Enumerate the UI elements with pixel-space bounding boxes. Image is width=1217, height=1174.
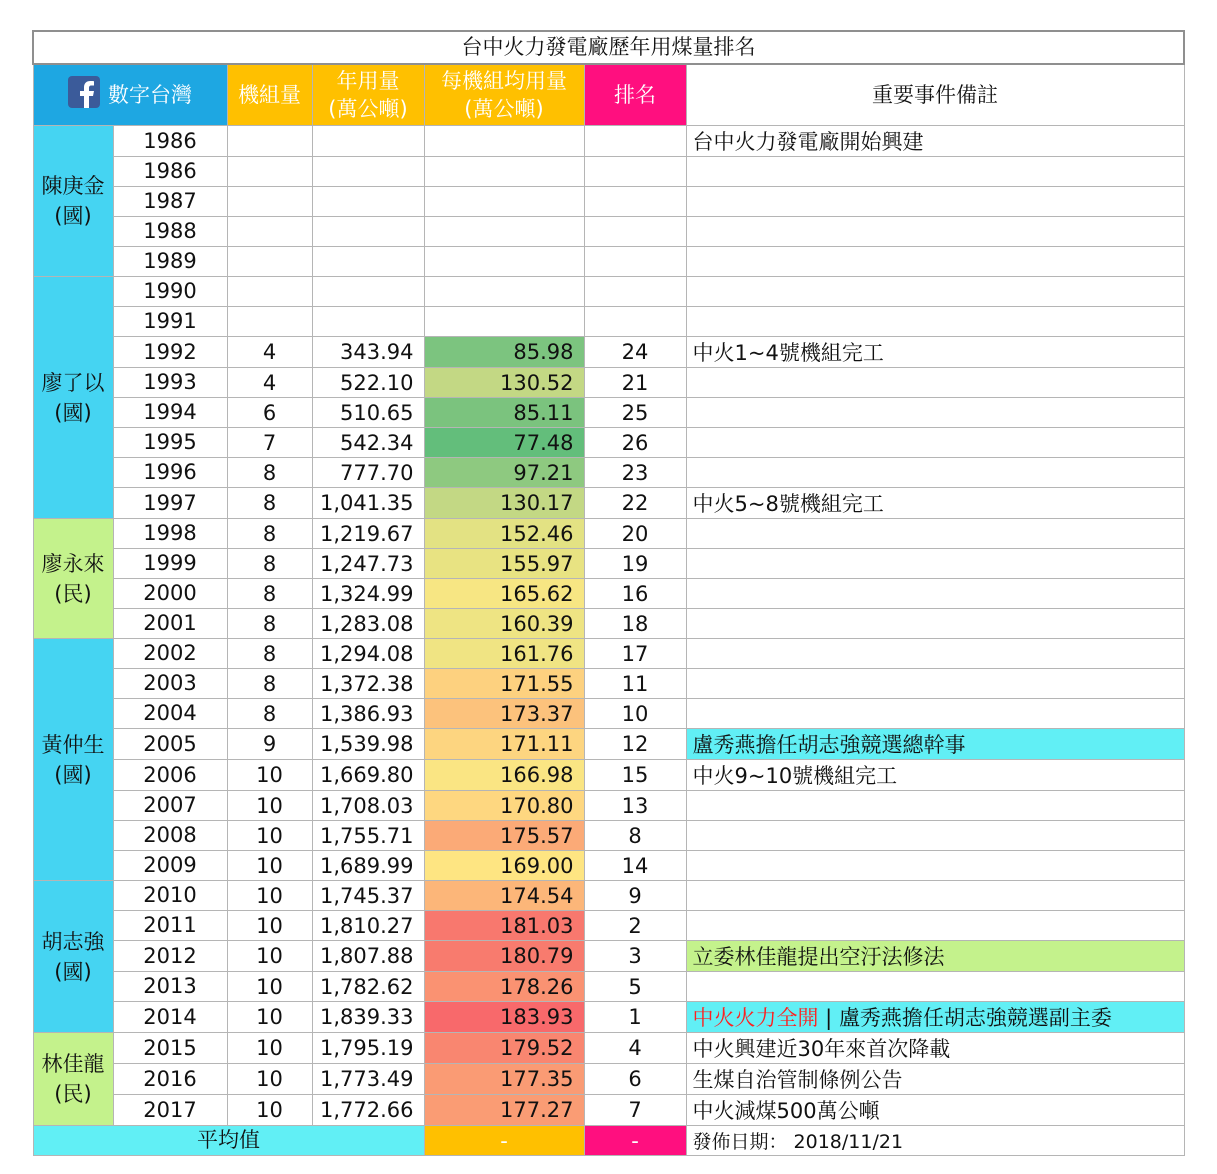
units-cell: [227, 217, 312, 247]
event-note-cell: [686, 791, 1184, 821]
units-cell: 8: [227, 609, 312, 639]
rank-cell: 13: [584, 791, 686, 821]
year-cell: 2011: [113, 911, 227, 941]
year-cell: 2006: [113, 760, 227, 791]
event-note-cell: 台中火力發電廠開始興建: [686, 126, 1184, 157]
year-cell: 2017: [113, 1095, 227, 1126]
per-unit-usage-cell: [424, 247, 584, 277]
rank-cell: 9: [584, 881, 686, 911]
table-row: [33, 458, 1184, 488]
per-unit-usage-cell: 178.26: [424, 972, 584, 1002]
table-row: [33, 187, 1184, 217]
mayor-party: (國): [54, 204, 92, 228]
annual-usage-cell: [312, 307, 424, 337]
year-cell: 2009: [113, 851, 227, 881]
event-note-cell: [686, 398, 1184, 428]
brand-header[interactable]: [33, 64, 227, 126]
event-note-cell: 中火1~4號機組完工: [686, 337, 1184, 368]
year-cell: 1989: [113, 247, 227, 277]
mayor-group: [33, 519, 113, 639]
table-row: [33, 519, 1184, 549]
units-cell: [227, 126, 312, 157]
annual-usage-cell: [312, 217, 424, 247]
units-cell: 8: [227, 488, 312, 519]
per-unit-usage-cell: 160.39: [424, 609, 584, 639]
facebook-icon[interactable]: [68, 76, 100, 115]
per-unit-usage-cell: 171.11: [424, 729, 584, 760]
annual-usage-cell: 1,294.08: [312, 639, 424, 669]
annual-usage-cell: 343.94: [312, 337, 424, 368]
mayor-name: 胡志強: [41, 929, 105, 954]
units-cell: 8: [227, 579, 312, 609]
annual-usage-cell: 1,810.27: [312, 911, 424, 941]
event-note-cell: [686, 669, 1184, 699]
year-cell: 2008: [113, 821, 227, 851]
table-row: [33, 1064, 1184, 1095]
rank-cell: 17: [584, 639, 686, 669]
year-cell: 1991: [113, 307, 227, 337]
per-unit-usage-cell: [424, 187, 584, 217]
annual-usage-cell: 1,219.67: [312, 519, 424, 549]
table-row: [33, 277, 1184, 307]
mayor-party: (國): [54, 400, 92, 425]
units-cell: 10: [227, 1064, 312, 1095]
average-row: [33, 1126, 1184, 1156]
annual-usage-cell: 1,755.71: [312, 821, 424, 851]
table-row: [33, 488, 1184, 519]
event-note-cell: [686, 307, 1184, 337]
table-row: [33, 881, 1184, 911]
year-cell: 2016: [113, 1064, 227, 1095]
header-annual-line2: (萬公噸): [328, 97, 408, 121]
table-row: [33, 217, 1184, 247]
year-cell: 1986: [113, 157, 227, 187]
rank-cell: 23: [584, 458, 686, 488]
header-annual-line1: 年用量: [336, 69, 400, 93]
table-row: [33, 760, 1184, 791]
year-cell: 2007: [113, 791, 227, 821]
event-note-cell: [686, 277, 1184, 307]
header-per-unit-line2: (萬公噸): [464, 97, 544, 121]
mayor-name: 黃仲生: [41, 732, 105, 757]
mayor-party: (民): [54, 581, 92, 606]
year-cell: 1995: [113, 428, 227, 458]
units-cell: 6: [227, 398, 312, 428]
mayor-name: 林佳龍: [41, 1052, 105, 1076]
year-cell: 1997: [113, 488, 227, 519]
event-note-cell: [686, 972, 1184, 1002]
rank-cell: [584, 307, 686, 337]
year-cell: 2004: [113, 699, 227, 729]
rank-cell: 8: [584, 821, 686, 851]
units-cell: [227, 157, 312, 187]
annual-usage-cell: 1,539.98: [312, 729, 424, 760]
units-cell: [227, 247, 312, 277]
per-unit-usage-cell: 130.52: [424, 368, 584, 398]
event-note-cell: [686, 247, 1184, 277]
header-per-unit: [424, 64, 584, 126]
event-note-cell: [686, 217, 1184, 247]
year-cell: 2001: [113, 609, 227, 639]
mayor-group: [33, 881, 113, 1033]
rank-cell: 7: [584, 1095, 686, 1126]
table-row: [33, 368, 1184, 398]
per-unit-usage-cell: 165.62: [424, 579, 584, 609]
units-cell: [227, 277, 312, 307]
average-rank: -: [584, 1126, 686, 1156]
event-note-cell: [686, 699, 1184, 729]
rank-cell: 25: [584, 398, 686, 428]
mayor-name: 陳庚金: [41, 174, 105, 198]
table-row: [33, 428, 1184, 458]
annual-usage-cell: 1,324.99: [312, 579, 424, 609]
mayor-name: 廖了以: [41, 370, 105, 395]
year-cell: 2012: [113, 941, 227, 972]
table-row: [33, 1002, 1184, 1033]
event-note-cell: 中火9~10號機組完工: [686, 760, 1184, 791]
year-cell: 2013: [113, 972, 227, 1002]
per-unit-usage-cell: 85.11: [424, 398, 584, 428]
annual-usage-cell: 1,839.33: [312, 1002, 424, 1033]
units-cell: 8: [227, 669, 312, 699]
rank-cell: 18: [584, 609, 686, 639]
per-unit-usage-cell: 166.98: [424, 760, 584, 791]
event-note-cell: 中火減煤500萬公噸: [686, 1095, 1184, 1126]
mayor-party: (國): [54, 762, 92, 787]
event-note-cell: [686, 187, 1184, 217]
table-row: [33, 247, 1184, 277]
units-cell: 10: [227, 791, 312, 821]
units-cell: 8: [227, 519, 312, 549]
table-row: [33, 549, 1184, 579]
header-per-unit-line1: 每機組均用量: [441, 69, 567, 93]
event-note-cell: [686, 428, 1184, 458]
rank-cell: 12: [584, 729, 686, 760]
rank-cell: [584, 247, 686, 277]
event-note-cell: [686, 609, 1184, 639]
units-cell: 10: [227, 851, 312, 881]
units-cell: 10: [227, 881, 312, 911]
year-cell: 1992: [113, 337, 227, 368]
header-rank: 排名: [584, 64, 686, 126]
annual-usage-cell: 542.34: [312, 428, 424, 458]
table-row: [33, 307, 1184, 337]
per-unit-usage-cell: 171.55: [424, 669, 584, 699]
per-unit-usage-cell: 152.46: [424, 519, 584, 549]
annual-usage-cell: 1,772.66: [312, 1095, 424, 1126]
mayor-group: [33, 277, 113, 519]
annual-usage-cell: 1,773.49: [312, 1064, 424, 1095]
year-cell: 1990: [113, 277, 227, 307]
event-highlight: 中火火力全開: [692, 1006, 819, 1030]
event-separator: |: [818, 1006, 839, 1030]
rank-cell: 4: [584, 1033, 686, 1064]
annual-usage-cell: 1,372.38: [312, 669, 424, 699]
annual-usage-cell: 510.65: [312, 398, 424, 428]
event-note-cell: [686, 821, 1184, 851]
event-text: 盧秀燕擔任胡志強競選副主委: [838, 1006, 1112, 1030]
units-cell: 8: [227, 639, 312, 669]
annual-usage-cell: 1,689.99: [312, 851, 424, 881]
table-row: [33, 126, 1184, 157]
per-unit-usage-cell: 177.35: [424, 1064, 584, 1095]
annual-usage-cell: [312, 277, 424, 307]
year-cell: 2014: [113, 1002, 227, 1033]
table-row: [33, 639, 1184, 669]
header-events: 重要事件備註: [686, 64, 1184, 126]
annual-usage-cell: [312, 157, 424, 187]
table-row: [33, 337, 1184, 368]
table-row: [33, 821, 1184, 851]
table-row: [33, 669, 1184, 699]
mayor-name: 廖永來: [41, 551, 105, 576]
units-cell: 10: [227, 972, 312, 1002]
table-row: [33, 911, 1184, 941]
event-note-cell: [686, 639, 1184, 669]
table-row: [33, 972, 1184, 1002]
annual-usage-cell: 777.70: [312, 458, 424, 488]
per-unit-usage-cell: 77.48: [424, 428, 584, 458]
rank-cell: 11: [584, 669, 686, 699]
units-cell: 4: [227, 337, 312, 368]
per-unit-usage-cell: 174.54: [424, 881, 584, 911]
annual-usage-cell: 1,807.88: [312, 941, 424, 972]
event-note-cell: 生煤自治管制條例公告: [686, 1064, 1184, 1095]
table-row: [33, 609, 1184, 639]
table-row: [33, 1033, 1184, 1064]
event-note-cell: [686, 851, 1184, 881]
mayor-group: [33, 1033, 113, 1126]
table-row: [33, 851, 1184, 881]
annual-usage-cell: 1,795.19: [312, 1033, 424, 1064]
rank-cell: 1: [584, 1002, 686, 1033]
rank-cell: 3: [584, 941, 686, 972]
units-cell: [227, 307, 312, 337]
average-per-unit: -: [424, 1126, 584, 1156]
rank-cell: 19: [584, 549, 686, 579]
event-note-cell: 立委林佳龍提出空汙法修法: [686, 941, 1184, 972]
table-row: [33, 398, 1184, 428]
annual-usage-cell: 1,041.35: [312, 488, 424, 519]
units-cell: 8: [227, 699, 312, 729]
annual-usage-cell: 1,708.03: [312, 791, 424, 821]
table-row: [33, 699, 1184, 729]
year-cell: 2000: [113, 579, 227, 609]
year-cell: 1996: [113, 458, 227, 488]
units-cell: 10: [227, 1033, 312, 1064]
units-cell: 4: [227, 368, 312, 398]
year-cell: 1998: [113, 519, 227, 549]
per-unit-usage-cell: 155.97: [424, 549, 584, 579]
per-unit-usage-cell: 179.52: [424, 1033, 584, 1064]
per-unit-usage-cell: [424, 307, 584, 337]
event-note-cell: [686, 881, 1184, 911]
year-cell: 1988: [113, 217, 227, 247]
units-cell: 8: [227, 549, 312, 579]
year-cell: 2003: [113, 669, 227, 699]
event-note-cell: [686, 579, 1184, 609]
per-unit-usage-cell: 97.21: [424, 458, 584, 488]
per-unit-usage-cell: 181.03: [424, 911, 584, 941]
units-cell: 8: [227, 458, 312, 488]
event-note-cell: 中火興建近30年來首次降載: [686, 1033, 1184, 1064]
units-cell: [227, 187, 312, 217]
annual-usage-cell: [312, 126, 424, 157]
units-cell: 10: [227, 821, 312, 851]
average-label: 平均值: [33, 1126, 424, 1156]
year-cell: 1999: [113, 549, 227, 579]
per-unit-usage-cell: 183.93: [424, 1002, 584, 1033]
table-row: [33, 729, 1184, 760]
per-unit-usage-cell: [424, 217, 584, 247]
per-unit-usage-cell: 161.76: [424, 639, 584, 669]
annual-usage-cell: 1,745.37: [312, 881, 424, 911]
year-cell: 2005: [113, 729, 227, 760]
event-note-cell: [686, 368, 1184, 398]
rank-cell: 2: [584, 911, 686, 941]
annual-usage-cell: 1,669.80: [312, 760, 424, 791]
publish-date: 發佈日期： 2018/11/21: [686, 1126, 1184, 1156]
year-cell: 2015: [113, 1033, 227, 1064]
per-unit-usage-cell: [424, 277, 584, 307]
event-note-cell: 中火5~8號機組完工: [686, 488, 1184, 519]
table-row: [33, 791, 1184, 821]
year-cell: 1986: [113, 126, 227, 157]
brand-name: 數字台灣: [108, 83, 192, 107]
event-note-cell: [686, 157, 1184, 187]
event-note-cell: [686, 549, 1184, 579]
rank-cell: 24: [584, 337, 686, 368]
rank-cell: 15: [584, 760, 686, 791]
event-note-cell: [686, 911, 1184, 941]
annual-usage-cell: 1,283.08: [312, 609, 424, 639]
rank-cell: 21: [584, 368, 686, 398]
per-unit-usage-cell: 130.17: [424, 488, 584, 519]
units-cell: 10: [227, 1095, 312, 1126]
rank-cell: 10: [584, 699, 686, 729]
annual-usage-cell: 1,386.93: [312, 699, 424, 729]
rank-cell: 14: [584, 851, 686, 881]
year-cell: 2010: [113, 881, 227, 911]
rank-cell: 20: [584, 519, 686, 549]
units-cell: 9: [227, 729, 312, 760]
header-units: 機組量: [227, 64, 312, 126]
table-row: [33, 157, 1184, 187]
year-cell: 1987: [113, 187, 227, 217]
units-cell: 10: [227, 911, 312, 941]
table-title: 台中火力發電廠歷年用煤量排名: [33, 31, 1184, 64]
mayor-party: (國): [54, 959, 92, 984]
per-unit-usage-cell: [424, 157, 584, 187]
units-cell: 10: [227, 760, 312, 791]
header-annual: [312, 64, 424, 126]
rank-cell: 6: [584, 1064, 686, 1095]
table-row: [33, 1095, 1184, 1126]
event-note-cell: 盧秀燕擔任胡志強競選總幹事: [686, 729, 1184, 760]
annual-usage-cell: [312, 187, 424, 217]
units-cell: 10: [227, 1002, 312, 1033]
per-unit-usage-cell: 85.98: [424, 337, 584, 368]
mayor-party: (民): [54, 1082, 92, 1106]
annual-usage-cell: 522.10: [312, 368, 424, 398]
event-note-cell: [686, 519, 1184, 549]
units-cell: 10: [227, 941, 312, 972]
table-row: [33, 941, 1184, 972]
per-unit-usage-cell: 170.80: [424, 791, 584, 821]
event-note-cell: [686, 1002, 1184, 1033]
rank-cell: [584, 277, 686, 307]
rank-cell: [584, 126, 686, 157]
per-unit-usage-cell: 173.37: [424, 699, 584, 729]
rank-cell: 22: [584, 488, 686, 519]
rank-cell: [584, 157, 686, 187]
per-unit-usage-cell: 180.79: [424, 941, 584, 972]
year-cell: 1994: [113, 398, 227, 428]
rank-cell: 26: [584, 428, 686, 458]
per-unit-usage-cell: 175.57: [424, 821, 584, 851]
year-cell: 1993: [113, 368, 227, 398]
rank-cell: 5: [584, 972, 686, 1002]
per-unit-usage-cell: 169.00: [424, 851, 584, 881]
rank-cell: [584, 187, 686, 217]
event-note-cell: [686, 458, 1184, 488]
table-body: [33, 126, 1184, 1126]
annual-usage-cell: 1,782.62: [312, 972, 424, 1002]
coal-usage-table: [32, 30, 1185, 1156]
table-row: [33, 579, 1184, 609]
mayor-group: [33, 126, 113, 277]
rank-cell: [584, 217, 686, 247]
units-cell: 7: [227, 428, 312, 458]
annual-usage-cell: [312, 247, 424, 277]
mayor-group: [33, 639, 113, 881]
per-unit-usage-cell: [424, 126, 584, 157]
per-unit-usage-cell: 177.27: [424, 1095, 584, 1126]
annual-usage-cell: 1,247.73: [312, 549, 424, 579]
year-cell: 2002: [113, 639, 227, 669]
rank-cell: 16: [584, 579, 686, 609]
